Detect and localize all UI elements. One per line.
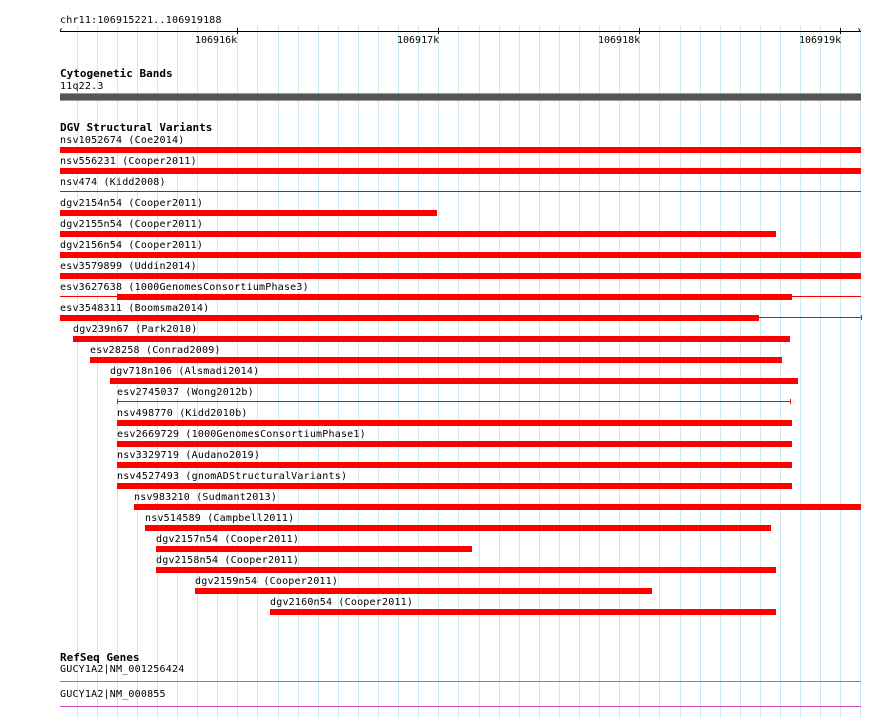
variant-label: nsv983210 (Sudmant2013) <box>134 492 278 503</box>
variant-feature[interactable] <box>60 147 861 153</box>
variant-label: esv28258 (Conrad2009) <box>90 345 221 356</box>
location-label: chr11:106915221..106919188 <box>60 15 222 26</box>
variant-feature[interactable] <box>60 191 861 192</box>
variant-label: nsv514589 (Campbell2011) <box>145 513 295 524</box>
grid-line <box>800 26 801 718</box>
variant-label: dgv2154n54 (Cooper2011) <box>60 198 204 209</box>
variant-label: esv3627638 (1000GenomesConsortiumPhase3) <box>60 282 309 293</box>
variant-label: dgv718n106 (Alsmadi2014) <box>110 366 260 377</box>
ruler-tick <box>639 28 640 34</box>
variant-feature[interactable] <box>117 294 792 300</box>
variant-feature[interactable] <box>156 546 472 552</box>
gene-model[interactable] <box>60 706 861 707</box>
variant-feature[interactable] <box>759 317 861 318</box>
ruler-tick-label: 106919k <box>799 35 842 46</box>
grid-line <box>820 26 821 718</box>
ruler-tick-label: 106916k <box>195 35 238 46</box>
variant-feature[interactable] <box>117 420 792 426</box>
ruler-tick-label: 106918k <box>598 35 641 46</box>
cytoband-label: 11q22.3 <box>60 81 104 92</box>
variant-endcap <box>60 315 61 320</box>
gene-label: GUCY1A2|NM_000855 <box>60 689 166 700</box>
variant-endcap <box>861 315 862 320</box>
variant-label: dgv2157n54 (Cooper2011) <box>156 534 300 545</box>
variant-label: dgv2160n54 (Cooper2011) <box>270 597 414 608</box>
variant-label: nsv3329719 (Audano2019) <box>117 450 261 461</box>
variant-feature[interactable] <box>117 483 792 489</box>
variant-feature[interactable] <box>195 588 652 594</box>
variant-feature[interactable] <box>117 462 792 468</box>
variant-feature[interactable] <box>110 378 798 384</box>
variant-label: dgv2155n54 (Cooper2011) <box>60 219 204 230</box>
scroll-left-arrow-icon[interactable]: ‹ <box>58 25 65 36</box>
variant-feature[interactable] <box>270 609 776 615</box>
grid-line <box>840 26 841 718</box>
variant-feature[interactable] <box>117 441 792 447</box>
gene-model[interactable] <box>60 681 861 682</box>
variant-feature[interactable] <box>90 357 782 363</box>
ruler-axis <box>60 31 861 32</box>
variant-label: nsv4527493 (gnomADStructuralVariants) <box>117 471 348 482</box>
variant-feature[interactable] <box>134 504 861 510</box>
variant-feature[interactable] <box>145 525 771 531</box>
grid-line <box>780 26 781 718</box>
ruler-tick-label: 106917k <box>397 35 440 46</box>
variant-endcap <box>117 399 118 404</box>
cytoband-bar[interactable] <box>60 93 861 101</box>
variant-label: dgv2159n54 (Cooper2011) <box>195 576 339 587</box>
gene-label: GUCY1A2|NM_001256424 <box>60 664 185 675</box>
scroll-right-arrow-icon[interactable]: › <box>856 25 863 36</box>
ruler-tick <box>237 28 238 34</box>
variant-feature[interactable] <box>156 567 776 573</box>
ruler-tick <box>840 28 841 34</box>
dgv-track-title: DGV Structural Variants <box>60 121 213 134</box>
variant-feature[interactable] <box>73 336 790 342</box>
variant-label: nsv498770 (Kidd2010b) <box>117 408 248 419</box>
variant-label: dgv239n67 (Park2010) <box>73 324 198 335</box>
grid-line <box>860 26 861 718</box>
variant-label: nsv1052674 (Coe2014) <box>60 135 185 146</box>
variant-feature[interactable] <box>60 210 437 216</box>
cytoband-track-title: Cytogenetic Bands <box>60 67 173 80</box>
refseq-track-title: RefSeq Genes <box>60 651 140 664</box>
variant-feature[interactable] <box>60 252 861 258</box>
ruler-tick <box>438 28 439 34</box>
variant-label: esv3548311 (Boomsma2014) <box>60 303 210 314</box>
variant-label: nsv474 (Kidd2008) <box>60 177 166 188</box>
variant-label: esv2669729 (1000GenomesConsortiumPhase1) <box>117 429 366 440</box>
variant-feature[interactable] <box>60 315 759 321</box>
variant-label: nsv556231 (Cooper2011) <box>60 156 197 167</box>
variant-label: dgv2158n54 (Cooper2011) <box>156 555 300 566</box>
variant-endcap <box>790 399 791 404</box>
variant-feature[interactable] <box>60 168 861 174</box>
variant-label: esv3579899 (Uddin2014) <box>60 261 197 272</box>
variant-feature[interactable] <box>60 231 776 237</box>
variant-feature[interactable] <box>117 401 790 402</box>
variant-feature[interactable] <box>60 273 861 279</box>
variant-label: esv2745037 (Wong2012b) <box>117 387 254 398</box>
variant-label: dgv2156n54 (Cooper2011) <box>60 240 204 251</box>
